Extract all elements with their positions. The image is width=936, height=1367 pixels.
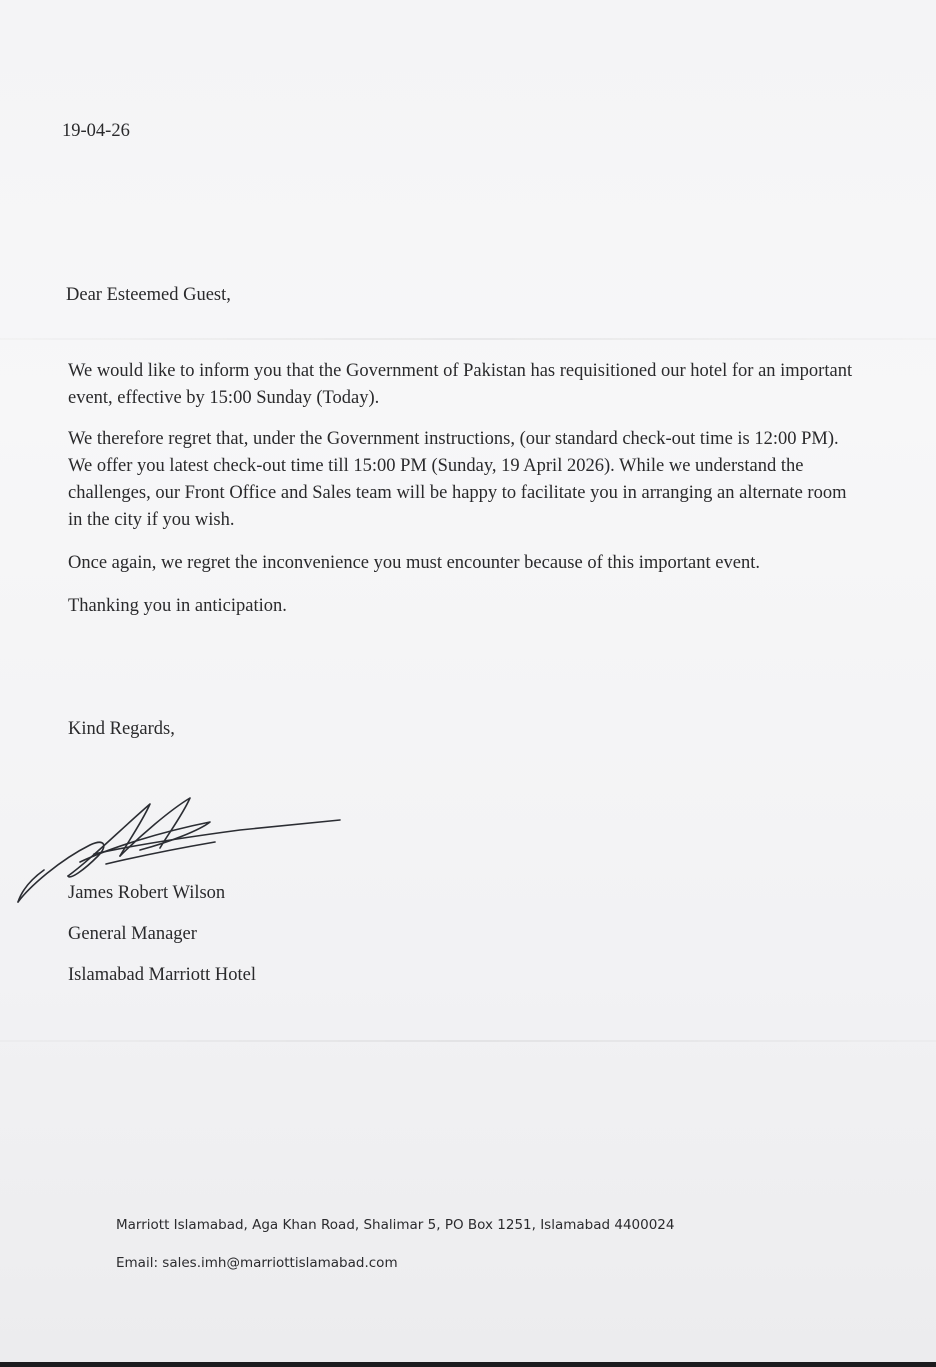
paragraph-2: We therefore regret that, under the Government instructions, (our standard check-out time is 12:00 PM). We offer you latest check-out time till 15:00 PM (Sunday, 19 April 2026). While we understand the challenges, our Front Office and Sales team will be happy to facilitate you in arranging an alternate room in the city if you wish. — [68, 429, 847, 530]
paragraph-1: We would like to inform you that the Government of Pakistan has requisitioned our hotel for an important event, effective by 15:00 Sunday (Today). — [68, 361, 853, 408]
page-bottom-edge — [0, 1362, 936, 1367]
signatory-name: James Robert Wilson — [68, 883, 226, 903]
signatory-title: General Manager — [68, 924, 197, 944]
paper-fold — [0, 1040, 936, 1042]
paragraph-3: Once again, we regret the inconvenience you must encounter because of this important event. — [68, 553, 760, 573]
signatory-organization: Islamabad Marriott Hotel — [68, 965, 257, 985]
paper-fold — [0, 338, 936, 340]
paragraph-4: Thanking you in anticipation. — [68, 596, 287, 616]
footer-email: Email: sales.imh@marriottislamabad.com — [116, 1255, 398, 1271]
letter-date: 19-04-26 — [62, 121, 130, 141]
closing: Kind Regards, — [68, 719, 175, 739]
salutation: Dear Esteemed Guest, — [66, 285, 231, 305]
footer-address: Marriott Islamabad, Aga Khan Road, Shalimar 5, PO Box 1251, Islamabad 4400024 — [116, 1217, 675, 1233]
signature-block — [68, 880, 256, 1003]
